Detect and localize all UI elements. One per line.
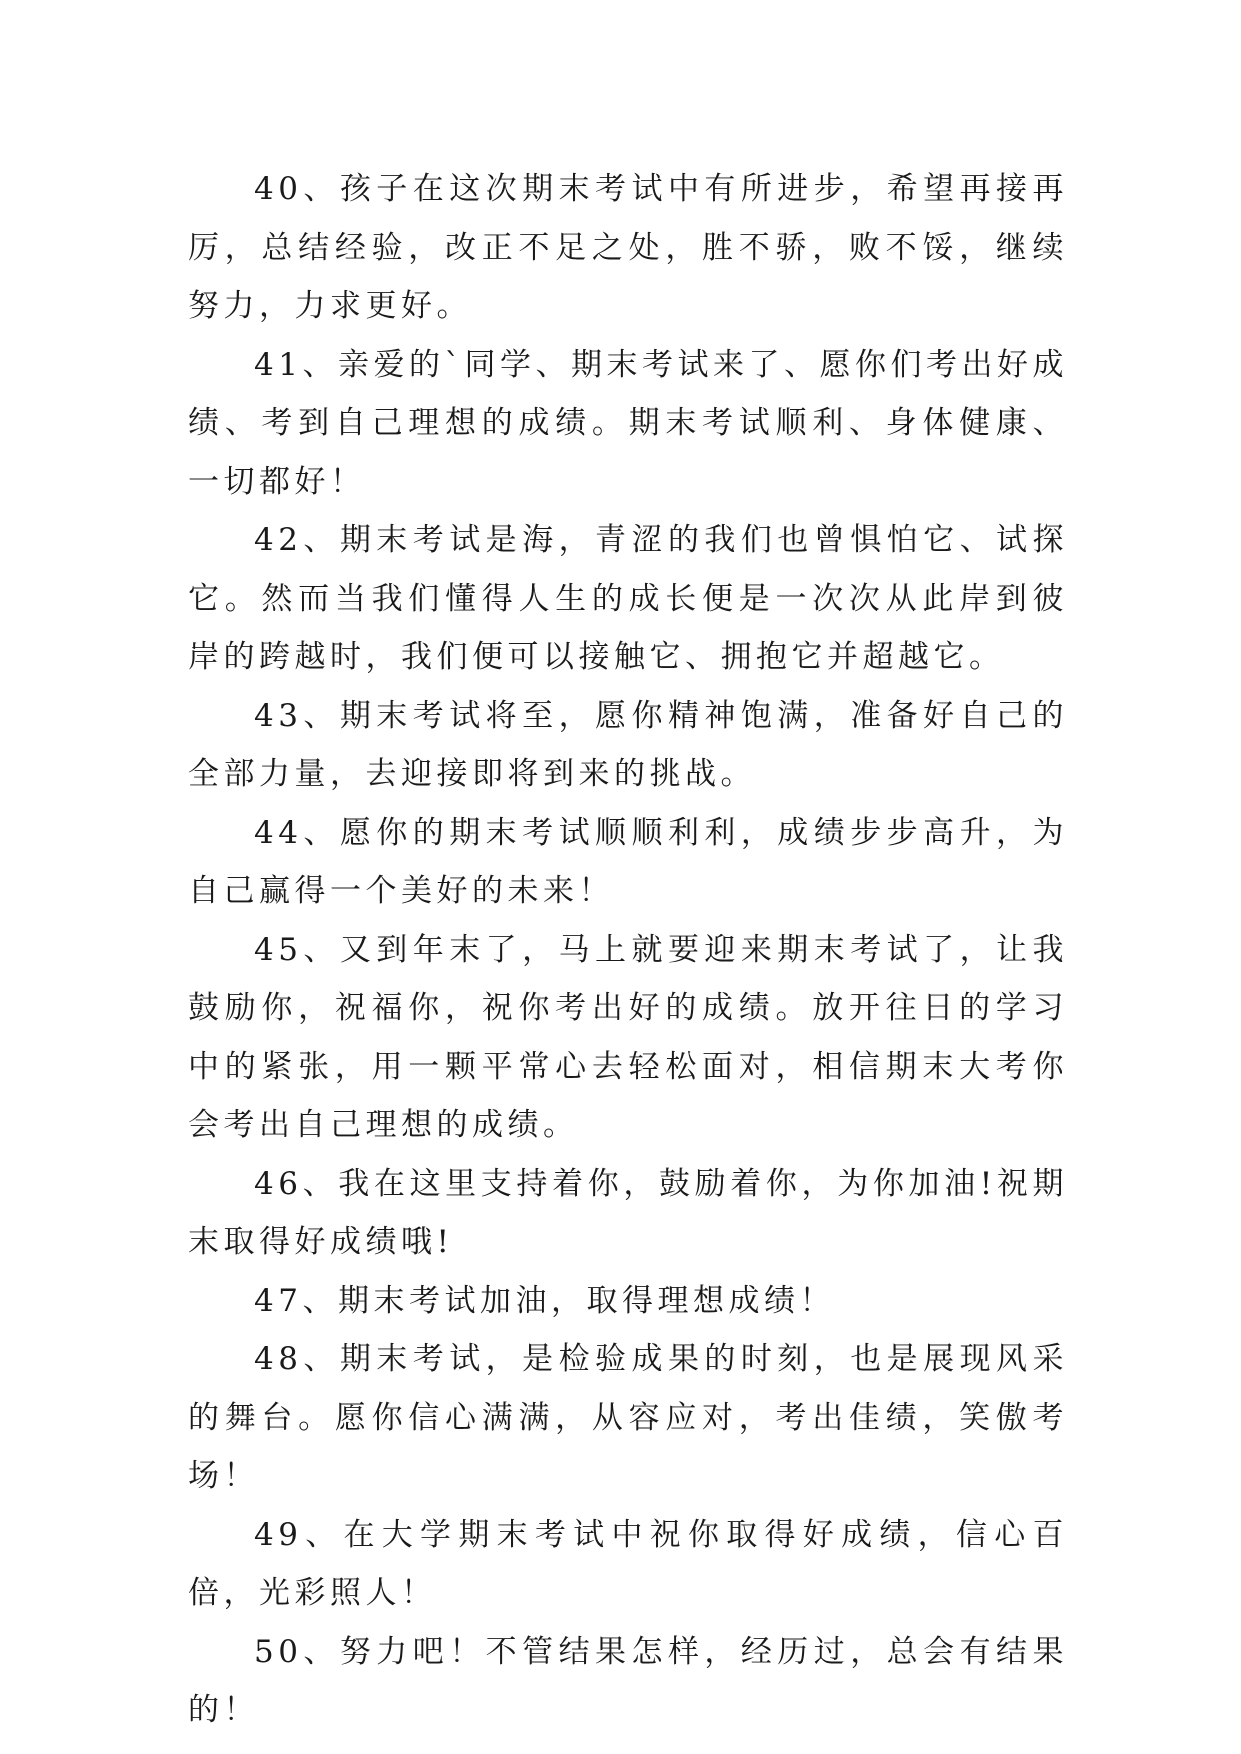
paragraph-47: 47、期末考试加油，取得理想成绩！ bbox=[254, 1282, 835, 1319]
paragraph-45: 45、又到年末了，马上就要迎来期末考试了，让我鼓励你，祝福你，祝你考出好的成绩。放开往日的学习中的紧张，用一颗平常心去轻松面对，相信期末大考你会考出自己理想的成绩。 bbox=[188, 931, 1068, 1143]
paragraph-43: 43、期末考试将至，愿你精神饱满，准备好自己的全部力量，去迎接即将到来的挑战。 bbox=[188, 697, 1068, 792]
paragraph-40: 40、孩子在这次期末考试中有所进步，希望再接再厉，总结经验，改正不足之处，胜不骄，败不馁，继续努力，力求更好。 bbox=[188, 171, 1068, 324]
paragraph-44: 44、愿你的期末考试顺顺利利，成绩步步高升，为自己赢得一个美好的未来！ bbox=[188, 814, 1068, 909]
paragraph-49: 49、在大学期末考试中祝你取得好成绩，信心百倍，光彩照人！ bbox=[188, 1516, 1068, 1611]
paragraph-48: 48、期末考试，是检验成果的时刻，也是展现风采的舞台。愿你信心满满，从容应对，考出佳绩，笑傲考场！ bbox=[188, 1341, 1068, 1494]
paragraph-50: 50、努力吧！不管结果怎样，经历过，总会有结果的！ bbox=[188, 1633, 1068, 1728]
paragraph-42: 42、期末考试是海，青涩的我们也曾惧怕它、试探它。然而当我们懂得人生的成长便是一次次从此岸到彼岸的跨越时，我们便可以接触它、拥抱它并超越它。 bbox=[188, 522, 1068, 675]
paragraph-46: 46、我在这里支持着你，鼓励着你，为你加油!祝期末取得好成绩哦! bbox=[188, 1165, 1068, 1260]
document-body bbox=[188, 160, 1068, 1740]
paragraph-41: 41、亲爱的`同学、期末考试来了、愿你们考出好成绩、考到自己理想的成绩。期末考试顺利、身体健康、一切都好！ bbox=[188, 346, 1068, 500]
